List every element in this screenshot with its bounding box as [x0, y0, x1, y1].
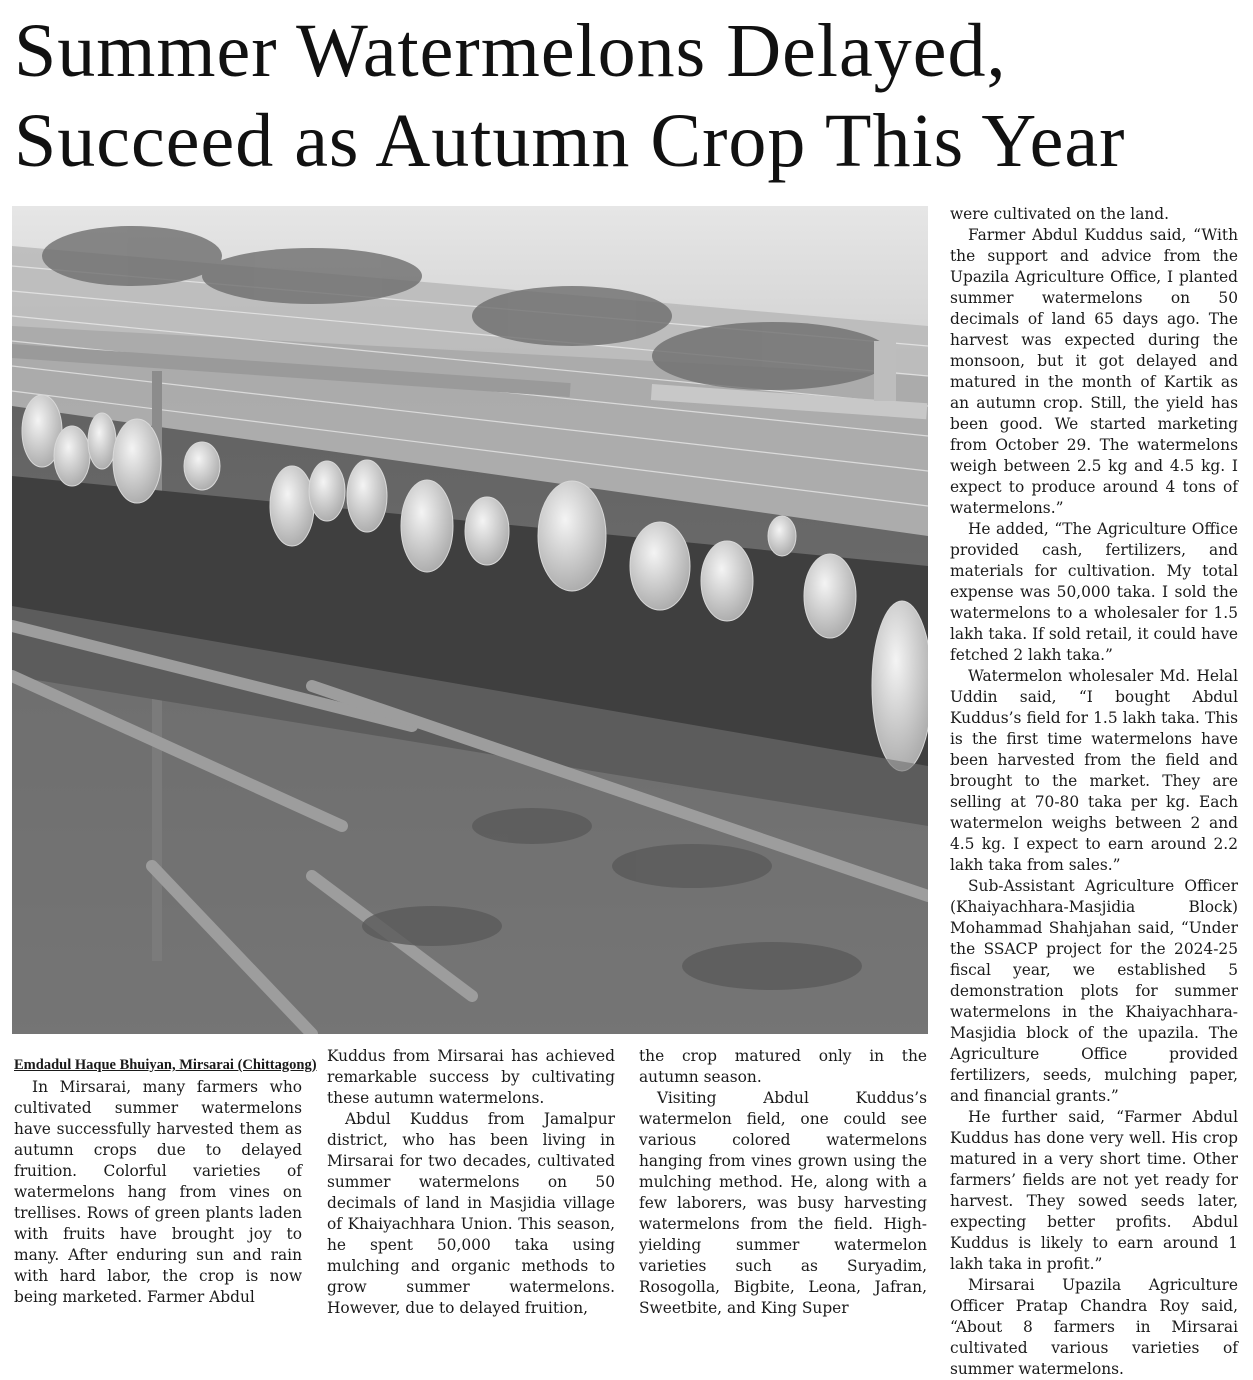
article-column-4 [950, 204, 1238, 1380]
paragraph: Mirsarai Upazila Agriculture Officer Pratap Chandra Roy said, “About 8 farmers in Mirsarai cultivated various varieties of summer watermelons. [950, 1276, 1238, 1378]
headline [14, 6, 1244, 186]
paragraph: Watermelon wholesaler Md. Helal Uddin said, “I bought Abdul Kuddus’s field for 1.5 lakh taka. This is the first time watermelons have been harvested from the field and brought to the market. They are selling at 70-80 taka per kg. Each watermelon weighs between 2 and 4.5 kg. I expect to earn around 2.2 lakh taka from sales.” [950, 667, 1238, 874]
paragraph: Sub-Assistant Agriculture Officer (Khaiyachhara-Masjidia Block) Mohammad Shahjahan said, “Under the SSACP project for the 2024-25 fiscal year, we established 5 demonstration plots for summer watermelons in the Khaiyachhara-Masjidia block of the upazila. The Agriculture Office provided fertilizers, seeds, mulching paper, and financial grants.” [950, 877, 1238, 1105]
byline: Emdadul Haque Bhuiyan, Mirsarai (Chittagong) [14, 1057, 317, 1073]
paragraph: In Mirsarai, many farmers who cultivated summer watermelons have successfully harvested them as autumn crops due to delayed fruition. Colorful varieties of watermelons hang from vines on trellises. Rows of green plants laden with fruits have brought joy to many. After enduring sun and rain with hard labor, the crop is now being marketed. Farmer Abdul [14, 1078, 302, 1306]
paragraph: Farmer Abdul Kuddus said, “With the support and advice from the Upazila Agriculture Office, I planted summer watermelons on 50 decimals of land 65 days ago. The harvest was expected during the monsoon, but it got delayed and matured in the month of Kartik as an autumn crop. Still, the yield has been good. We started marketing from October 29. The watermelons weigh between 2.5 kg and 4.5 kg. I expect to produce around 4 tons of watermelons.” [950, 226, 1238, 517]
paragraph: the crop matured only in the autumn season. [639, 1047, 927, 1086]
paragraph: He added, “The Agriculture Office provided cash, fertilizers, and materials for cultivation. My total expense was 50,000 taka. I sold the watermelons to a wholesaler for 1.5 lakh taka. If sold retail, it could have fetched 2 lakh taka.” [950, 520, 1238, 664]
paragraph: He further said, “Farmer Abdul Kuddus has done very well. His crop matured in a very short time. Other farmers’ fields are not yet ready for harvest. They sowed seeds later, expecting better profits. Abdul Kuddus is likely to earn around 1 lakh taka in profit.” [950, 1108, 1238, 1273]
paragraph: Kuddus from Mirsarai has achieved remarkable success by cultivating these autumn watermelons. [327, 1047, 615, 1107]
article-column-3 [639, 1046, 927, 1319]
paragraph: Visiting Abdul Kuddus’s watermelon field, one could see various colored watermelons hanging from vines grown using the mulching method. He, along with a few laborers, was busy harvesting watermelons from the field. High-yielding summer watermelon varieties such as Suryadim, Rosogolla, Bigbite, Leona, Jafran, Sweetbite, and King Super [639, 1089, 927, 1317]
article-column-1 [14, 1055, 317, 1308]
headline-line-1: Summer Watermelons Delayed, [14, 9, 1007, 93]
paragraph: Abdul Kuddus from Jamalpur district, who has been living in Mirsarai for two decades, cultivated summer watermelons on 50 decimals of land in Masjidia village of Khaiyachhara Union. This season, he spent 50,000 taka using mulching and organic methods to grow summer watermelons. However, due to delayed fruition, [327, 1110, 615, 1317]
paragraph: were cultivated on the land. [950, 205, 1170, 223]
article-column-2 [327, 1046, 615, 1319]
watermelon-field-photo [12, 206, 928, 1034]
headline-line-2: Succeed as Autumn Crop This Year [14, 99, 1126, 183]
